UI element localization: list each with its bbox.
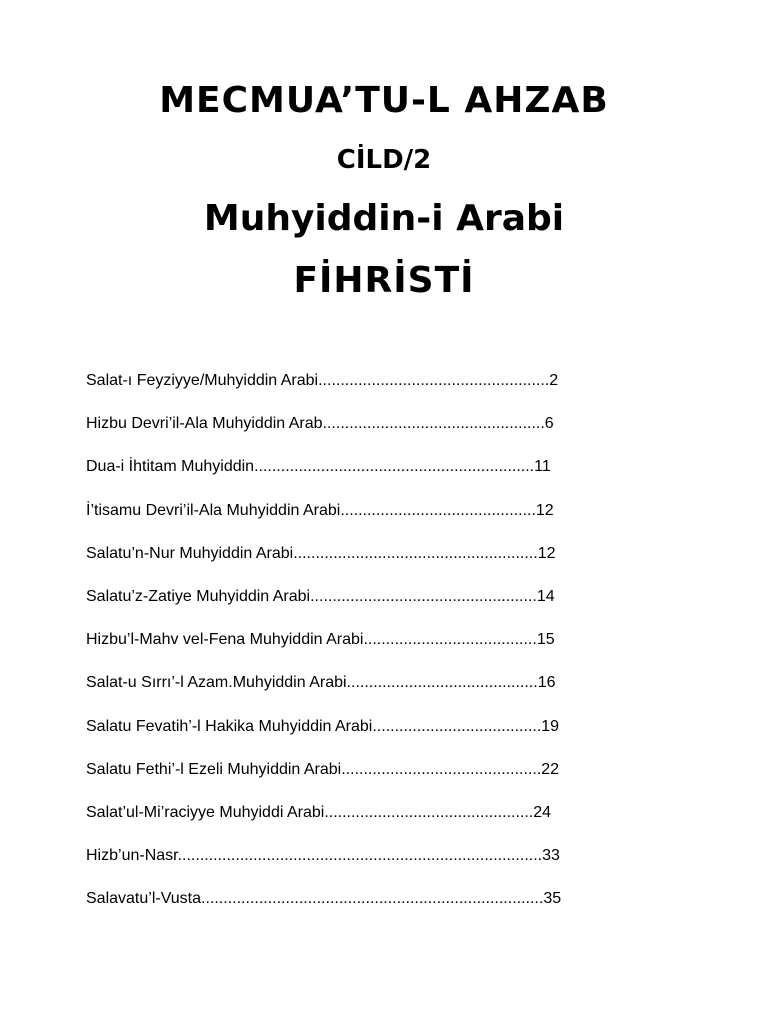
toc-entry: Salatu’n-Nur Muhyiddin Arabi.......................................................12 bbox=[86, 544, 556, 562]
section-heading: FİHRİSTİ bbox=[293, 260, 475, 301]
volume-label: CİLD/2 bbox=[336, 145, 432, 175]
toc-entry: Salat-u Sırrı’-l Azam.Muhyiddin Arabi...........................................16 bbox=[86, 674, 556, 692]
toc-entry: Salatu Fevatih’-l Hakika Muhyiddin Arabi......................................19 bbox=[86, 717, 560, 735]
toc-entry: Salatu Fethi’-l Ezeli Muhyiddin Arabi.............................................22 bbox=[86, 760, 560, 778]
toc-entry: Hizb’un-Nasr..................................................................................33 bbox=[86, 847, 560, 865]
toc-entry: Salavatu’l-Vusta.............................................................................35 bbox=[86, 890, 562, 908]
toc-entry: Hizbu Devri’il-Ala Muhyiddin Arab..................................................6 bbox=[86, 415, 554, 433]
toc-entry: Salat’ul-Mi’raciyye Muhyiddi Arabi...............................................24 bbox=[86, 803, 552, 821]
toc-entry: İ’tisamu Devri’il-Ala Muhyiddin Arabi............................................12 bbox=[86, 501, 554, 519]
toc-entry: Hizbu’l-Mahv vel-Fena Muhyiddin Arabi.......................................15 bbox=[86, 631, 555, 649]
toc-entry: Dua-i İhtitam Muhyiddin...............................................................11 bbox=[86, 458, 551, 476]
document-title: MECMUA’TU-L AHZAB bbox=[159, 80, 609, 121]
toc-entry: Salatu’z-Zatiye Muhyiddin Arabi...................................................14 bbox=[86, 587, 555, 605]
table-of-contents bbox=[86, 364, 686, 925]
toc-entry: Salat-ı Feyziyye/Muhyiddin Arabi....................................................2 bbox=[86, 372, 559, 389]
author-name: Muhyiddin-i Arabi bbox=[203, 198, 565, 239]
